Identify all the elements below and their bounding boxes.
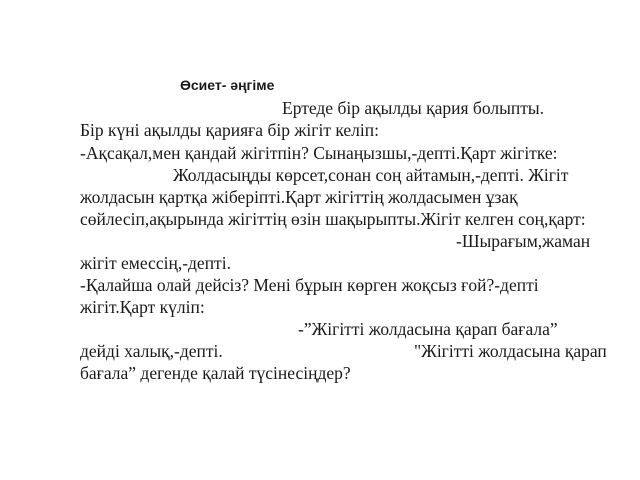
text-line: жігіт.Қарт күліп:	[80, 297, 205, 317]
document-title: Өсиет- әңгіме	[180, 77, 275, 93]
text-line: -Ақсақал,мен қандай жігітпін? Сынаңызшы,-депті.Қарт жігітке:	[80, 143, 558, 163]
text-line: -Шырағым,жаман	[456, 231, 591, 251]
text-line: дейді халық,-депті.	[80, 341, 223, 361]
text-line: -”Жігітті жолдасына қарап бағала”	[298, 319, 558, 339]
text-line: -Қалайша олай дейсіз? Мені бұрын көрген жоқсыз ғой?-депті	[80, 275, 539, 295]
text-line: Бір күні ақылды қарияға бір жігіт келіп:	[80, 120, 380, 140]
text-line: Жолдасыңды көрсет,сонан соң айтамын,-депті. Жігіт	[173, 165, 569, 185]
text-line: сөйлесіп,ақырында жігіттің өзін шақырыпты.Жігіт келген соң,қарт:	[80, 209, 586, 229]
text-line: жігіт емессің,-депті.	[80, 253, 231, 273]
text-line: Ертеде бір ақылды қария болыпты.	[282, 98, 544, 118]
text-line: бағала” дегенде қалай түсінесіңдер?	[80, 363, 351, 383]
text-line: "Жігітті жолдасына қарап	[414, 341, 607, 361]
text-line: жолдасын қартқа жіберіпті.Қарт жігіттің жолдасымен ұзақ	[80, 187, 518, 207]
